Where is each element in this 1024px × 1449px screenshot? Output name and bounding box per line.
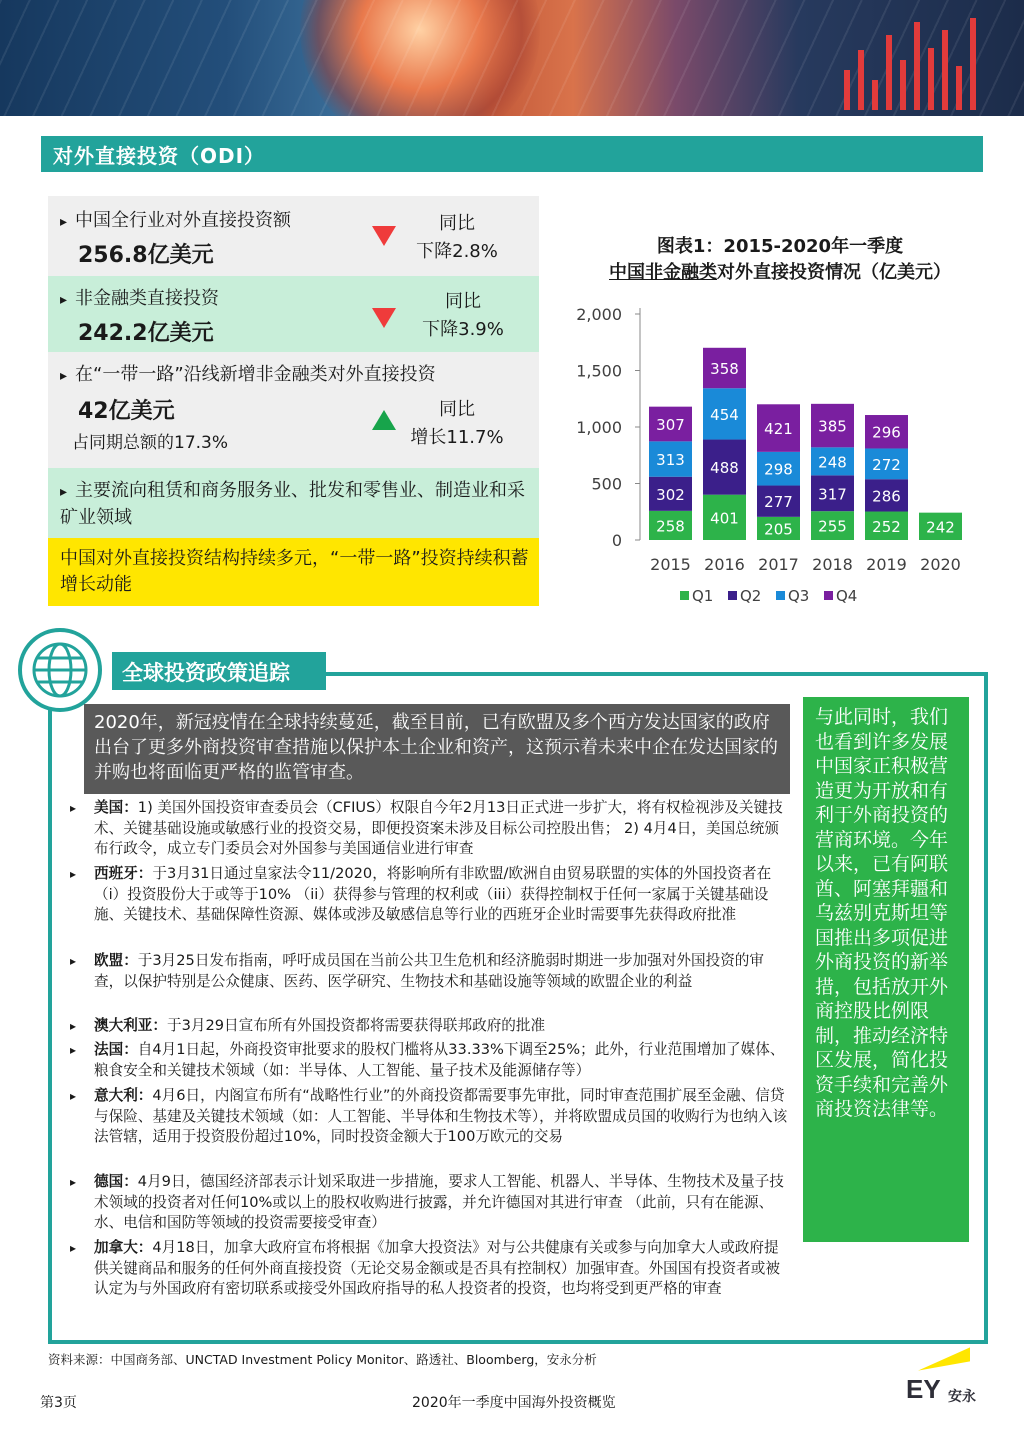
ey-beam-icon bbox=[918, 1347, 970, 1370]
bullet-icon: ▸ bbox=[70, 1241, 77, 1255]
kpi-yoy bbox=[402, 396, 512, 452]
country-detail: 于3月29日宣布所有外国投资都将需要获得联邦政府的批准 bbox=[166, 1017, 546, 1034]
country-detail: 4月18日，加拿大政府宣布将根据《加拿大投资法》对与公共健康有关或参与向加拿大人或政府提供关键商品和服务的任何外商直接投资（无论交易金额或是否具有控制权）加强审查。外国国有投资者或被认定为与外国政府有密切联系或接受外国政府指导的私人投资者的投资，也均将受到更严格的审查 bbox=[94, 1239, 780, 1297]
country-detail: 于3月25日发布指南，呼吁成员国在当前公共卫生危机和经济脆弱时期进一步加强对外国投资的审查，以保护特别是公众健康、医药、医学研究、生物技术和基础设施等领域的欧盟企业的利益 bbox=[94, 952, 764, 990]
legend-swatch bbox=[824, 591, 833, 600]
kpi-label: ▸ 非金融类直接投资 bbox=[60, 284, 219, 310]
ey-logo-cn: 安永 bbox=[948, 1389, 976, 1405]
y-tick-label: 1,500 bbox=[576, 361, 622, 381]
x-tick-label: 2017 bbox=[758, 555, 799, 574]
stacked-bar-chart bbox=[560, 300, 990, 615]
bullet-icon: ▸ bbox=[70, 801, 77, 815]
country-detail: 4月6日，内阁宣布所有“战略性行业”的外商投资都需要事先审批，同时审查范围扩展至金融、信贷与保险、基建及关键技术领域（如：人工智能、半导体和生物技术等），并将欧盟成员国的收购行为也纳入该法管辖，适用于投资股份超过10%，同时投资金额大于100万欧元的交易 bbox=[94, 1087, 788, 1145]
intro-box bbox=[84, 704, 790, 794]
frame-line-bottom bbox=[48, 1340, 988, 1344]
legend-label: Q4 bbox=[836, 587, 858, 605]
yoy-label: 同比 bbox=[439, 399, 475, 420]
legend-swatch bbox=[728, 591, 737, 600]
chart-title-line2b: 对外直接投资情况（亿美元） bbox=[717, 262, 951, 283]
yoy-value: 下降2.8% bbox=[416, 241, 498, 262]
country-name: 加拿大： bbox=[94, 1239, 153, 1256]
country-detail: 于3月31日通过皇家法令11/2020，将影响所有非欧盟/欧洲自由贸易联盟的实体的外国投资者在（i）投资股份大于或等于10% （ii）获得参与管理的权利或（iii）获得控制权于任何一家属于关键基础设施、关键技术、基础保障性资源、媒体或涉及敏感信息等行业的西班牙企业时需要事先获得政府批准 bbox=[94, 865, 772, 923]
highlight-text: 中国对外直接投资结构持续多元，“一带一路”投资持续积蓄增长动能 bbox=[60, 548, 529, 595]
section-title-odi bbox=[41, 136, 983, 172]
country-item bbox=[70, 951, 792, 992]
down-arrow-icon bbox=[372, 226, 396, 246]
data-label: 296 bbox=[872, 423, 901, 442]
country-item bbox=[70, 864, 792, 926]
country-name: 西班牙： bbox=[94, 865, 153, 882]
country-text bbox=[94, 1040, 792, 1081]
section-title-text: 对外直接投资（ODI） bbox=[53, 144, 266, 168]
bar-decoration bbox=[834, 10, 994, 110]
country-text bbox=[94, 1086, 792, 1148]
x-tick-label: 2019 bbox=[866, 555, 907, 574]
country-name: 美国： bbox=[94, 799, 138, 816]
highlight-box bbox=[48, 538, 539, 606]
country-name: 意大利： bbox=[94, 1087, 153, 1104]
legend-swatch bbox=[776, 591, 785, 600]
kpi-value: 242.2亿美元 bbox=[78, 321, 214, 346]
country-text bbox=[94, 798, 792, 860]
data-label: 313 bbox=[656, 451, 685, 470]
kpi-value: 256.8亿美元 bbox=[78, 243, 214, 268]
country-text bbox=[94, 864, 792, 926]
country-item bbox=[70, 1172, 792, 1234]
bullet-icon: ▸ bbox=[70, 1089, 77, 1103]
down-arrow-icon bbox=[372, 308, 396, 328]
kpi-label: ▸ 在“一带一路”沿线新增非金融类对外直接投资 bbox=[60, 360, 436, 386]
data-label: 317 bbox=[818, 485, 847, 504]
data-label: 248 bbox=[818, 453, 847, 472]
x-tick-label: 2018 bbox=[812, 555, 853, 574]
data-label: 258 bbox=[656, 517, 685, 536]
x-tick-label: 2016 bbox=[704, 555, 745, 574]
country-item bbox=[70, 1238, 792, 1300]
bullet-icon: ▸ bbox=[70, 867, 77, 881]
country-text bbox=[94, 1172, 792, 1234]
data-label: 421 bbox=[764, 420, 793, 439]
data-label: 255 bbox=[818, 517, 847, 536]
kpi-label: ▸ 中国全行业对外直接投资额 bbox=[60, 206, 291, 232]
ey-logo-text: EY bbox=[906, 1374, 941, 1404]
y-tick-label: 1,000 bbox=[576, 418, 622, 437]
legend-swatch bbox=[680, 591, 689, 600]
legend-label: Q3 bbox=[788, 587, 810, 605]
data-label: 358 bbox=[710, 360, 739, 379]
bullet-icon: ▸ bbox=[70, 1175, 77, 1189]
kpi-value: 42亿美元 bbox=[78, 399, 175, 424]
chart-title bbox=[560, 234, 1000, 286]
source-note: 资料来源：中国商务部、UNCTAD Investment Policy Monitor、路透社、Bloomberg，安永分析 bbox=[48, 1352, 597, 1367]
country-name: 澳大利亚： bbox=[94, 1017, 167, 1034]
data-label: 401 bbox=[710, 509, 739, 528]
y-tick-label: 2,000 bbox=[576, 305, 622, 324]
data-label: 488 bbox=[710, 459, 739, 478]
yoy-label: 同比 bbox=[439, 213, 475, 234]
section-title-policy bbox=[112, 652, 326, 690]
document-title: 2020年一季度中国海外投资概览 bbox=[412, 1395, 616, 1411]
side-note-text: 与此同时，我们也看到许多发展中国家正积极营造更为开放和有利于外商投资的营商环境。今年以来，已有阿联酋、阿塞拜疆和乌兹别克斯坦等国推出多项促进外商投资的新举措，包括放开外商控股比例限制，推动经济特区发展，简化投资手续和完善外商投资法律等。 bbox=[815, 706, 949, 1120]
country-detail: 自4月1日起，外商投资审批要求的股权门槛将从33.33%下调至25%；此外，行业范围增加了媒体、粮食安全和关键技术领域（如：半导体、人工智能、量子技术及能源储存等） bbox=[94, 1041, 785, 1079]
kpi-yoy bbox=[408, 288, 518, 344]
frame-line-top bbox=[326, 672, 988, 676]
data-label: 302 bbox=[656, 485, 685, 504]
country-name: 欧盟： bbox=[94, 952, 138, 969]
ey-logo bbox=[902, 1352, 982, 1412]
data-label: 252 bbox=[872, 517, 901, 536]
legend-label: Q1 bbox=[692, 587, 714, 605]
industry-text: ▸ 主要流向租赁和商务服务业、批发和零售业、制造业和采矿业领域 bbox=[60, 478, 530, 531]
kpi-yoy bbox=[402, 210, 512, 266]
chart-title-line2a: 中国非金融类 bbox=[609, 262, 717, 283]
page-number: 第3页 bbox=[40, 1395, 77, 1411]
section-title-text: 全球投资政策追踪 bbox=[122, 661, 290, 685]
frame-line-right bbox=[984, 672, 988, 1344]
y-tick-label: 0 bbox=[611, 531, 622, 550]
country-item bbox=[70, 1016, 792, 1037]
country-text bbox=[94, 1016, 792, 1037]
kpi-total-odi bbox=[48, 196, 539, 276]
data-label: 298 bbox=[764, 460, 793, 479]
country-item bbox=[70, 798, 792, 860]
bullet-icon: ▸ bbox=[70, 1019, 77, 1033]
country-name: 德国： bbox=[94, 1173, 138, 1190]
data-label: 277 bbox=[764, 493, 793, 512]
globe-icon bbox=[18, 628, 102, 712]
data-label: 242 bbox=[926, 518, 955, 537]
data-label: 286 bbox=[872, 487, 901, 506]
country-name: 法国： bbox=[94, 1041, 138, 1058]
x-tick-label: 2020 bbox=[920, 555, 961, 574]
yoy-value: 下降3.9% bbox=[422, 319, 504, 340]
kpi-sub: 占同期总额的17.3% bbox=[72, 433, 229, 453]
legend-label: Q2 bbox=[740, 587, 762, 605]
data-label: 307 bbox=[656, 416, 685, 435]
header-banner-image bbox=[0, 0, 1024, 116]
data-label: 454 bbox=[710, 405, 739, 424]
country-item bbox=[70, 1086, 792, 1148]
country-text bbox=[94, 1238, 792, 1300]
data-label: 272 bbox=[872, 455, 901, 474]
kpi-industry bbox=[48, 468, 539, 538]
yoy-value: 增长11.7% bbox=[410, 427, 504, 448]
y-tick-label: 500 bbox=[591, 474, 622, 494]
side-note-box bbox=[803, 697, 969, 1242]
country-item bbox=[70, 1040, 792, 1081]
kpi-nonfinancial-odi bbox=[48, 276, 539, 352]
data-label: 205 bbox=[764, 520, 793, 539]
chart-title-line1: 图表1：2015-2020年一季度 bbox=[656, 236, 904, 257]
x-tick-label: 2015 bbox=[650, 555, 691, 574]
globe-icon-svg bbox=[28, 638, 92, 702]
yoy-label: 同比 bbox=[445, 291, 481, 312]
country-text bbox=[94, 951, 792, 992]
intro-text: 2020年，新冠疫情在全球持续蔓延，截至目前，已有欧盟及多个西方发达国家的政府出台了更多外商投资审查措施以保护本土企业和资产，这预示着未来中企在发达国家的并购也将面临更严格的监管审查。 bbox=[94, 712, 778, 783]
country-detail: 1) 美国外国投资审查委员会（CFIUS）权限自今年2月13日正式进一步扩大，将有权检视涉及关键技术、关键基础设施或敏感行业的投资交易，即便投资案未涉及目标公司控股出售； 2) 4月4日，美国总统颁布行政令，成立专门委员会对外国参与美国通信业进行审查 bbox=[94, 799, 783, 857]
up-arrow-icon bbox=[372, 410, 396, 430]
frame-line-left bbox=[48, 704, 52, 1344]
bullet-icon: ▸ bbox=[70, 1043, 77, 1057]
country-detail: 4月9日，德国经济部表示计划采取进一步措施，要求人工智能、机器人、半导体、生物技术及量子技术领域的投资者对任何10%或以上的股权收购进行披露，并允许德国对其进行审查 （此前，只有在能源、水、电信和国防等领域的投资需要接受审查） bbox=[94, 1173, 784, 1231]
data-label: 385 bbox=[818, 417, 847, 436]
kpi-belt-road-odi bbox=[48, 352, 539, 468]
bullet-icon: ▸ bbox=[70, 954, 77, 968]
